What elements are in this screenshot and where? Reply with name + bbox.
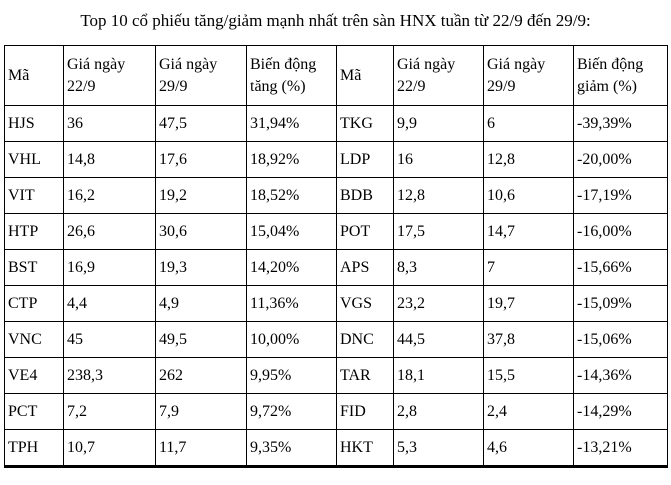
value-cell: -39,39% — [574, 106, 668, 142]
ticker-cell: PCT — [5, 394, 64, 430]
value-cell: 15,04% — [247, 214, 337, 250]
ticker-cell: POT — [337, 214, 394, 250]
table-row — [5, 178, 668, 214]
value-cell: 26,6 — [64, 214, 156, 250]
value-cell: 19,2 — [156, 178, 247, 214]
ticker-cell: VHL — [5, 142, 64, 178]
value-cell: 45 — [64, 322, 156, 358]
value-cell: 10,7 — [64, 430, 156, 467]
value-cell: 37,8 — [484, 322, 574, 358]
table-row — [5, 106, 668, 142]
value-cell: 11,36% — [247, 286, 337, 322]
table-row — [5, 394, 668, 430]
value-cell: 5,3 — [394, 430, 484, 467]
column-header: Biến động tăng (%) — [247, 46, 337, 106]
ticker-cell: TAR — [337, 358, 394, 394]
value-cell: 262 — [156, 358, 247, 394]
value-cell: 7,2 — [64, 394, 156, 430]
ticker-cell: VIT — [5, 178, 64, 214]
value-cell: 4,9 — [156, 286, 247, 322]
value-cell: 36 — [64, 106, 156, 142]
value-cell: 8,3 — [394, 250, 484, 286]
value-cell: -15,66% — [574, 250, 668, 286]
value-cell: 30,6 — [156, 214, 247, 250]
table-row — [5, 142, 668, 178]
ticker-cell: HKT — [337, 430, 394, 467]
value-cell: 9,9 — [394, 106, 484, 142]
value-cell: 12,8 — [484, 142, 574, 178]
ticker-cell: APS — [337, 250, 394, 286]
value-cell: 4,6 — [484, 430, 574, 467]
ticker-cell: DNC — [337, 322, 394, 358]
ticker-cell: FID — [337, 394, 394, 430]
table-row — [5, 358, 668, 394]
value-cell: 18,92% — [247, 142, 337, 178]
value-cell: 238,3 — [64, 358, 156, 394]
header-row — [5, 46, 668, 106]
ticker-cell: HJS — [5, 106, 64, 142]
ticker-cell: TPH — [5, 430, 64, 467]
value-cell: 14,8 — [64, 142, 156, 178]
column-header: Giá ngày 29/9 — [484, 46, 574, 106]
value-cell: -14,36% — [574, 358, 668, 394]
value-cell: 11,7 — [156, 430, 247, 467]
value-cell: -14,29% — [574, 394, 668, 430]
value-cell: 19,3 — [156, 250, 247, 286]
stock-price-change-table — [4, 45, 668, 468]
page-title: Top 10 cổ phiếu tăng/giảm mạnh nhất trên sàn HNX tuần từ 22/9 đến 29/9: — [80, 11, 591, 30]
value-cell: 2,4 — [484, 394, 574, 430]
value-cell: -16,00% — [574, 214, 668, 250]
value-cell: 2,8 — [394, 394, 484, 430]
ticker-cell: HTP — [5, 214, 64, 250]
value-cell: 9,35% — [247, 430, 337, 467]
table-body — [5, 106, 668, 467]
value-cell: 16,9 — [64, 250, 156, 286]
value-cell: 4,4 — [64, 286, 156, 322]
value-cell: -15,09% — [574, 286, 668, 322]
value-cell: 10,00% — [247, 322, 337, 358]
table-row — [5, 250, 668, 286]
ticker-cell: LDP — [337, 142, 394, 178]
ticker-cell: CTP — [5, 286, 64, 322]
table-row — [5, 286, 668, 322]
value-cell: 15,5 — [484, 358, 574, 394]
value-cell: 7,9 — [156, 394, 247, 430]
value-cell: 23,2 — [394, 286, 484, 322]
column-header: Giá ngày 22/9 — [64, 46, 156, 106]
value-cell: 18,1 — [394, 358, 484, 394]
value-cell: 19,7 — [484, 286, 574, 322]
value-cell: 44,5 — [394, 322, 484, 358]
value-cell: 18,52% — [247, 178, 337, 214]
column-header: Mã — [337, 46, 394, 106]
value-cell: 7 — [484, 250, 574, 286]
column-header: Giá ngày 22/9 — [394, 46, 484, 106]
table-row — [5, 214, 668, 250]
value-cell: 9,72% — [247, 394, 337, 430]
value-cell: 14,7 — [484, 214, 574, 250]
column-header: Mã — [5, 46, 64, 106]
value-cell: 14,20% — [247, 250, 337, 286]
value-cell: 9,95% — [247, 358, 337, 394]
value-cell: 6 — [484, 106, 574, 142]
ticker-cell: VE4 — [5, 358, 64, 394]
value-cell: 10,6 — [484, 178, 574, 214]
value-cell: 12,8 — [394, 178, 484, 214]
value-cell: 16 — [394, 142, 484, 178]
value-cell: 16,2 — [64, 178, 156, 214]
table-row — [5, 430, 668, 467]
value-cell: 31,94% — [247, 106, 337, 142]
value-cell: 47,5 — [156, 106, 247, 142]
value-cell: -20,00% — [574, 142, 668, 178]
value-cell: -15,06% — [574, 322, 668, 358]
value-cell: 49,5 — [156, 322, 247, 358]
value-cell: 17,5 — [394, 214, 484, 250]
ticker-cell: TKG — [337, 106, 394, 142]
value-cell: -13,21% — [574, 430, 668, 467]
ticker-cell: BDB — [337, 178, 394, 214]
column-header: Giá ngày 29/9 — [156, 46, 247, 106]
value-cell: -17,19% — [574, 178, 668, 214]
table-row — [5, 322, 668, 358]
ticker-cell: VNC — [5, 322, 64, 358]
value-cell: 17,6 — [156, 142, 247, 178]
ticker-cell: VGS — [337, 286, 394, 322]
column-header: Biến động giảm (%) — [574, 46, 668, 106]
ticker-cell: BST — [5, 250, 64, 286]
